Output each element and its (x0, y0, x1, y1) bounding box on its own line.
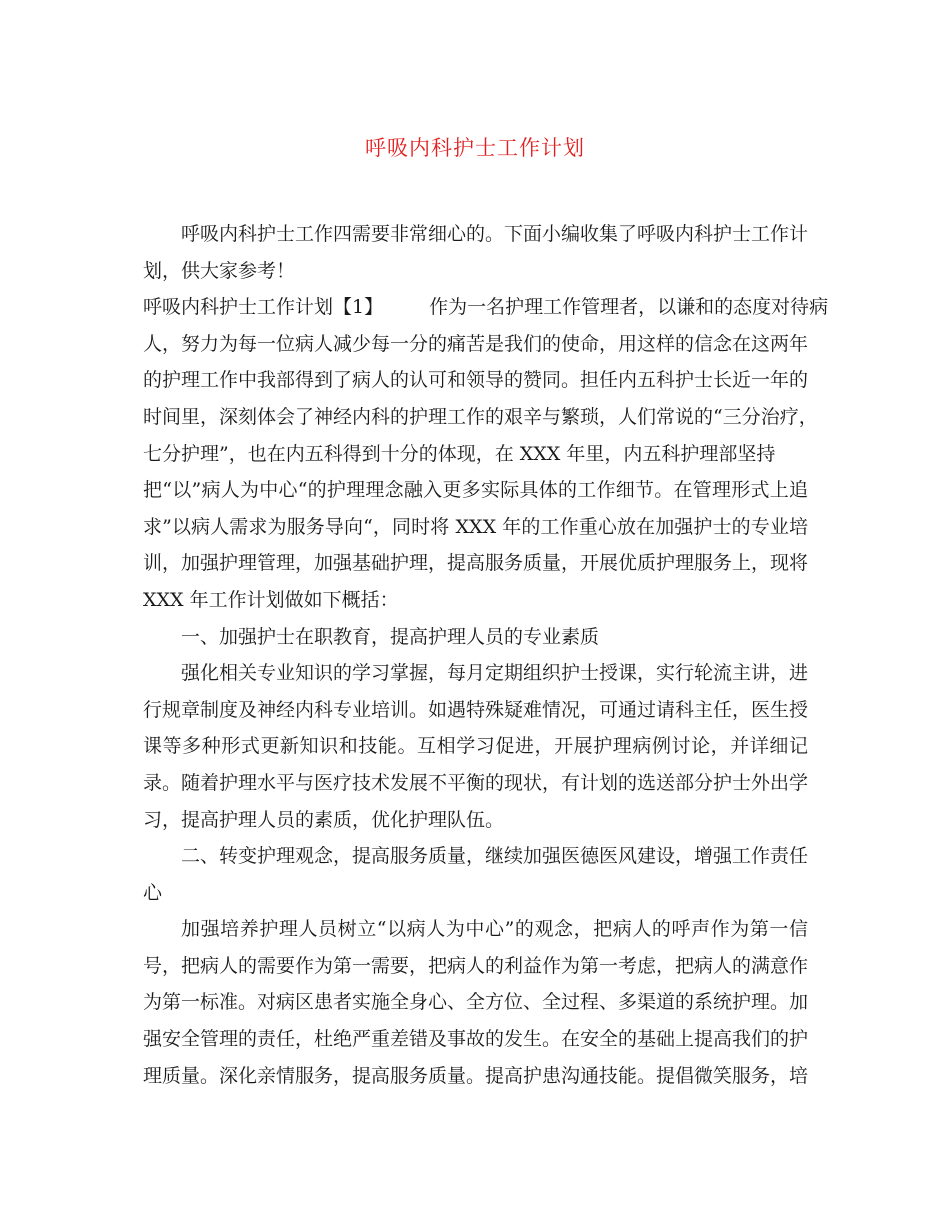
body-line: 的护理工作中我部得到了病人的认可和领导的赞同。担任内五科护士长近一年的 (143, 369, 809, 392)
body-line: 为第一标准。对病区患者实施全身心、全方位、全过程、多渠道的系统护理。加 (143, 991, 809, 1014)
body-line: 习，提高护理人员的素质，优化护理队伍。 (143, 808, 505, 831)
body-line: 划，供大家参考！ (143, 259, 296, 282)
body-line: 强化相关专业知识的学习掌握，每月定期组织护士授课，实行轮流主讲，进 (181, 662, 809, 685)
section-heading: 一、加强护士在职教育，提高护理人员的专业素质 (181, 625, 600, 648)
body-line: 训，加强护理管理，加强基础护理，提高服务质量，开展优质护理服务上，现将 (143, 552, 809, 575)
body-line: 作为一名护理工作管理者，以谦和的态度对待病 (429, 296, 829, 319)
body-line: 强安全管理的责任，杜绝严重差错及事故的发生。在安全的基础上提高我们的护 (143, 1028, 809, 1051)
body-line: 理质量。深化亲情服务，提高服务质量。提高护患沟通技能。提倡微笑服务，培 (143, 1064, 809, 1087)
section-heading-continued: 心 (143, 881, 163, 904)
body-line: 呼吸内科护士工作四需要非常细心的。下面小编收集了呼吸内科护士工作计 (181, 223, 809, 245)
body-line: 课等多种形式更新知识和技能。互相学习促进，开展护理病例讨论，并详细记 (143, 735, 808, 758)
body-line: 把“以”病人为中心“的护理理念融入更多实际具体的工作细节。在管理形式上追 (143, 479, 808, 502)
document-title: 呼吸内科护士工作计划 (365, 136, 585, 160)
body-line: 号，把病人的需要作为第一需要，把病人的利益作为第一考虑，把病人的满意作 (143, 954, 809, 977)
body-line: XXX 年工作计划做如下概括： (143, 588, 399, 611)
body-line: 时间里，深刻体会了神经内科的护理工作的艰辛与繁琐，人们常说的“三分治疗， (143, 405, 818, 428)
body-line: 行规章制度及神经内科专业培训。如遇特殊疑难情况，可通过请科主任，医生授 (143, 698, 809, 721)
body-line: 人，努力为每一位病人减少每一分的痛苦是我们的使命，用这样的信念在这两年 (143, 332, 809, 355)
document-body (143, 216, 829, 1094)
body-line: 录。随着护理水平与医疗技术发展不平衡的现状，有计划的选送部分护士外出学 (143, 771, 809, 794)
body-line: 七分护理”，也在内五科得到十分的体现，在 XXX 年里，内五科护理部坚持 (143, 442, 776, 465)
section-heading-plan-1: 呼吸内科护士工作计划【1】 (143, 296, 384, 319)
body-line: 求”以病人需求为服务导向“，同时将 XXX 年的工作重心放在加强护士的专业培 (143, 515, 808, 538)
section-heading: 二、转变护理观念，提高服务质量，继续加强医德医风建设，增强工作责任 (181, 845, 809, 868)
body-line-combined (143, 289, 829, 326)
body-line: 加强培养护理人员树立“以病人为中心”的观念，把病人的呼声作为第一信 (181, 918, 808, 941)
